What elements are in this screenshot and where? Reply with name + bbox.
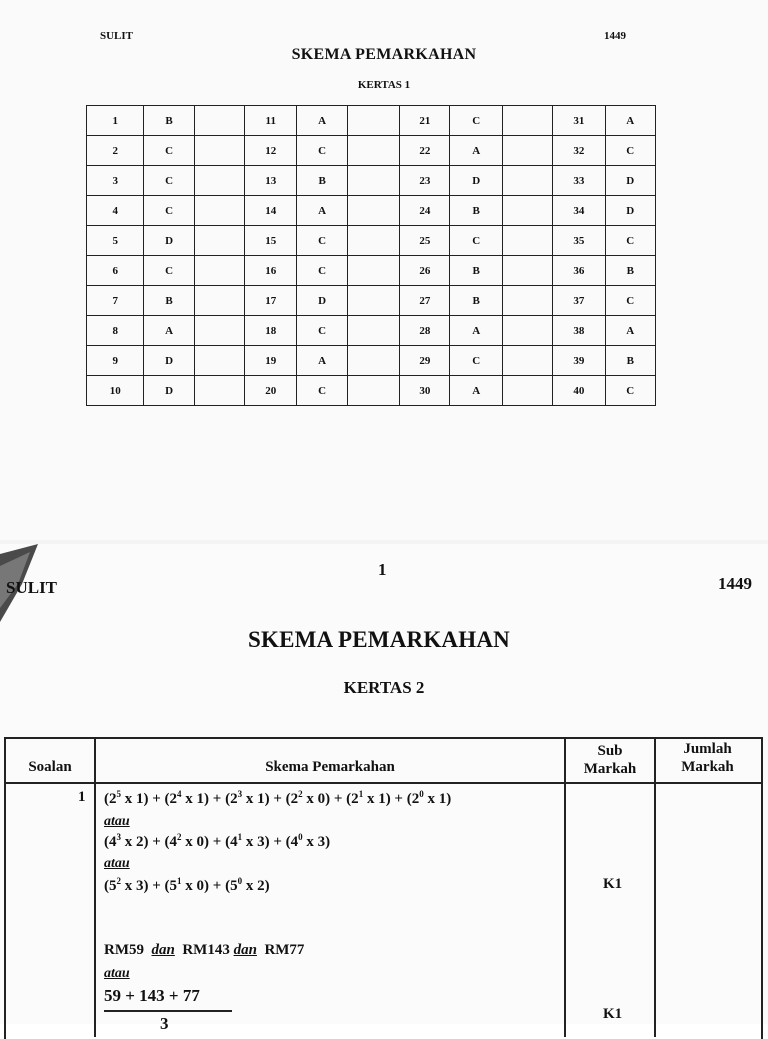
question-number-cell: 1 bbox=[87, 106, 144, 136]
answer-cell: B bbox=[450, 256, 502, 286]
fraction-bar bbox=[104, 1010, 232, 1012]
answer-cell: C bbox=[144, 136, 194, 166]
dan-label: dan bbox=[151, 942, 175, 958]
blank-cell bbox=[502, 106, 552, 136]
sub-mark: K1 bbox=[603, 1006, 623, 1022]
blank-cell bbox=[347, 166, 399, 196]
blank-cell bbox=[502, 256, 552, 286]
answer-cell: A bbox=[297, 196, 347, 226]
blank-cell bbox=[194, 106, 244, 136]
question-number-cell: 32 bbox=[553, 136, 605, 166]
header-soalan: Soalan bbox=[28, 759, 72, 775]
answer-row bbox=[87, 166, 656, 196]
question-number-cell: 3 bbox=[87, 166, 144, 196]
blank-cell bbox=[194, 316, 244, 346]
answer-cell: A bbox=[297, 346, 347, 376]
question-number-cell: 11 bbox=[245, 106, 297, 136]
question-number-cell: 23 bbox=[400, 166, 450, 196]
question-number-cell: 33 bbox=[553, 166, 605, 196]
rm59-value: RM59 bbox=[104, 942, 144, 958]
answer-cell: D bbox=[605, 166, 655, 196]
answer-row bbox=[87, 226, 656, 256]
question-number-cell: 6 bbox=[87, 256, 144, 286]
answer-cell: C bbox=[450, 226, 502, 256]
fraction-numerator: 59 + 143 + 77 bbox=[104, 986, 200, 1005]
answer-cell: D bbox=[297, 286, 347, 316]
answer-cell: A bbox=[605, 106, 655, 136]
kertas2-page bbox=[0, 544, 768, 1033]
answer-cell: B bbox=[450, 196, 502, 226]
atau-label: atau bbox=[104, 856, 130, 871]
question-number-cell: 14 bbox=[245, 196, 297, 226]
answer-cell: B bbox=[605, 346, 655, 376]
blank-cell bbox=[347, 106, 399, 136]
answer-cell: C bbox=[297, 136, 347, 166]
blank-cell bbox=[502, 346, 552, 376]
question-number-cell: 4 bbox=[87, 196, 144, 226]
blank-cell bbox=[502, 196, 552, 226]
question-number-cell: 13 bbox=[245, 166, 297, 196]
answer-row bbox=[87, 286, 656, 316]
paper-code: 1449 bbox=[718, 574, 752, 593]
answer-cell: C bbox=[450, 346, 502, 376]
answer-cell: D bbox=[144, 226, 194, 256]
answer-cell: A bbox=[450, 376, 502, 406]
paper-code: 1449 bbox=[604, 30, 626, 42]
blank-cell bbox=[347, 376, 399, 406]
blank-cell bbox=[347, 196, 399, 226]
answer-cell: C bbox=[605, 286, 655, 316]
page-number: 1 bbox=[378, 560, 387, 579]
blank-cell bbox=[194, 196, 244, 226]
answer-cell: C bbox=[297, 376, 347, 406]
rm143-value: RM143 bbox=[182, 942, 230, 958]
question-number: 1 bbox=[78, 789, 86, 805]
answer-cell: A bbox=[144, 316, 194, 346]
blank-cell bbox=[194, 136, 244, 166]
header-skema: Skema Pemarkahan bbox=[265, 759, 395, 775]
blank-cell bbox=[502, 136, 552, 166]
question-number-cell: 12 bbox=[245, 136, 297, 166]
answer-cell: A bbox=[450, 316, 502, 346]
answer-row bbox=[87, 256, 656, 286]
answer-cell: C bbox=[297, 316, 347, 346]
question-number-cell: 22 bbox=[400, 136, 450, 166]
dan-label: dan bbox=[233, 942, 257, 958]
scheme-line-base5: ($5^2$ x $3) + (5^1$ x $0) + (5^0$ x 2) bbox=[104, 876, 270, 894]
answer-row bbox=[87, 376, 656, 406]
blank-cell bbox=[502, 286, 552, 316]
question-number-cell: 37 bbox=[553, 286, 605, 316]
question-number-cell: 16 bbox=[245, 256, 297, 286]
question-number-cell: 20 bbox=[245, 376, 297, 406]
page-title: SKEMA PEMARKAHAN bbox=[291, 46, 477, 63]
answer-cell: B bbox=[297, 166, 347, 196]
answer-cell: C bbox=[297, 226, 347, 256]
blank-cell bbox=[347, 226, 399, 256]
blank-cell bbox=[347, 136, 399, 166]
answer-key-table bbox=[86, 105, 656, 406]
fraction-denominator: 3 bbox=[160, 1014, 169, 1033]
sub-mark: K1 bbox=[603, 876, 623, 892]
header-sub-line1: Sub bbox=[597, 743, 623, 759]
blank-cell bbox=[194, 256, 244, 286]
question-number-cell: 19 bbox=[245, 346, 297, 376]
header-jumlah-line1: Jumlah bbox=[683, 741, 732, 757]
blank-cell bbox=[194, 376, 244, 406]
answer-cell: B bbox=[450, 286, 502, 316]
answer-cell: A bbox=[605, 316, 655, 346]
question-number-cell: 27 bbox=[400, 286, 450, 316]
blank-cell bbox=[347, 256, 399, 286]
answer-cell: C bbox=[144, 196, 194, 226]
question-number-cell: 28 bbox=[400, 316, 450, 346]
answer-cell: C bbox=[144, 256, 194, 286]
question-number-cell: 21 bbox=[400, 106, 450, 136]
answer-row bbox=[87, 136, 656, 166]
question-number-cell: 39 bbox=[553, 346, 605, 376]
question-number-cell: 26 bbox=[400, 256, 450, 286]
answer-cell: C bbox=[605, 376, 655, 406]
question-number-cell: 35 bbox=[553, 226, 605, 256]
header-sub-line2: Markah bbox=[583, 761, 637, 777]
answer-cell: D bbox=[144, 376, 194, 406]
answer-cell: C bbox=[297, 256, 347, 286]
question-number-cell: 29 bbox=[400, 346, 450, 376]
answer-cell: B bbox=[144, 106, 194, 136]
header-sub-markah bbox=[566, 742, 654, 778]
header-divider bbox=[4, 782, 761, 784]
question-number-cell: 30 bbox=[400, 376, 450, 406]
answer-cell: B bbox=[605, 256, 655, 286]
answer-cell: C bbox=[450, 106, 502, 136]
scheme-line-base4: ($4^3$ x $2) + (4^2$ x $0) + (4^1$ x $3) + (4^0$ x 3) bbox=[104, 832, 331, 850]
question-number-cell: 40 bbox=[553, 376, 605, 406]
answer-cell: D bbox=[605, 196, 655, 226]
blank-cell bbox=[194, 286, 244, 316]
question-number-cell: 9 bbox=[87, 346, 144, 376]
answer-row bbox=[87, 196, 656, 226]
question-number-cell: 36 bbox=[553, 256, 605, 286]
answer-row bbox=[87, 346, 656, 376]
question-number-cell: 7 bbox=[87, 286, 144, 316]
blank-cell bbox=[502, 166, 552, 196]
blank-cell bbox=[502, 316, 552, 346]
answer-cell: C bbox=[605, 226, 655, 256]
rm77-value: RM77 bbox=[264, 942, 305, 958]
question-number-cell: 10 bbox=[87, 376, 144, 406]
question-number-cell: 2 bbox=[87, 136, 144, 166]
atau-label: atau bbox=[104, 966, 130, 981]
question-number-cell: 25 bbox=[400, 226, 450, 256]
blank-cell bbox=[347, 316, 399, 346]
header-jumlah-line2: Markah bbox=[681, 759, 734, 775]
blank-cell bbox=[194, 346, 244, 376]
page-subtitle: KERTAS 2 bbox=[343, 678, 425, 697]
answer-cell: B bbox=[144, 286, 194, 316]
answer-cell: A bbox=[297, 106, 347, 136]
page-subtitle: KERTAS 1 bbox=[357, 79, 411, 91]
sulit-label: SULIT bbox=[100, 30, 134, 42]
question-number-cell: 31 bbox=[553, 106, 605, 136]
answer-cell: D bbox=[450, 166, 502, 196]
question-number-cell: 5 bbox=[87, 226, 144, 256]
question-number-cell: 18 bbox=[245, 316, 297, 346]
blank-cell bbox=[502, 376, 552, 406]
answer-cell: C bbox=[144, 166, 194, 196]
question-number-cell: 38 bbox=[553, 316, 605, 346]
question-number-cell: 8 bbox=[87, 316, 144, 346]
blank-cell bbox=[347, 286, 399, 316]
question-number-cell: 15 bbox=[245, 226, 297, 256]
answer-cell: A bbox=[450, 136, 502, 166]
question-number-cell: 24 bbox=[400, 196, 450, 226]
page-title: SKEMA PEMARKAHAN bbox=[248, 627, 510, 652]
blank-cell bbox=[194, 166, 244, 196]
answer-row bbox=[87, 316, 656, 346]
atau-label: atau bbox=[104, 814, 130, 829]
answer-cell: C bbox=[605, 136, 655, 166]
question-number-cell: 34 bbox=[553, 196, 605, 226]
sulit-label: SULIT bbox=[6, 578, 58, 597]
header-jumlah-markah bbox=[656, 740, 759, 776]
blank-cell bbox=[347, 346, 399, 376]
scheme-line-rm-values bbox=[104, 942, 304, 959]
question-number-cell: 17 bbox=[245, 286, 297, 316]
blank-cell bbox=[194, 226, 244, 256]
answer-cell: D bbox=[144, 346, 194, 376]
blank-cell bbox=[502, 226, 552, 256]
scheme-line-base2: ($2^5$ x $1) + (2^4$ x $1) + (2^3$ x $1) + (2^2$ x $0) + (2^1$ x $1) + (2^0$ x 1) bbox=[104, 789, 452, 807]
answer-row bbox=[87, 106, 656, 136]
